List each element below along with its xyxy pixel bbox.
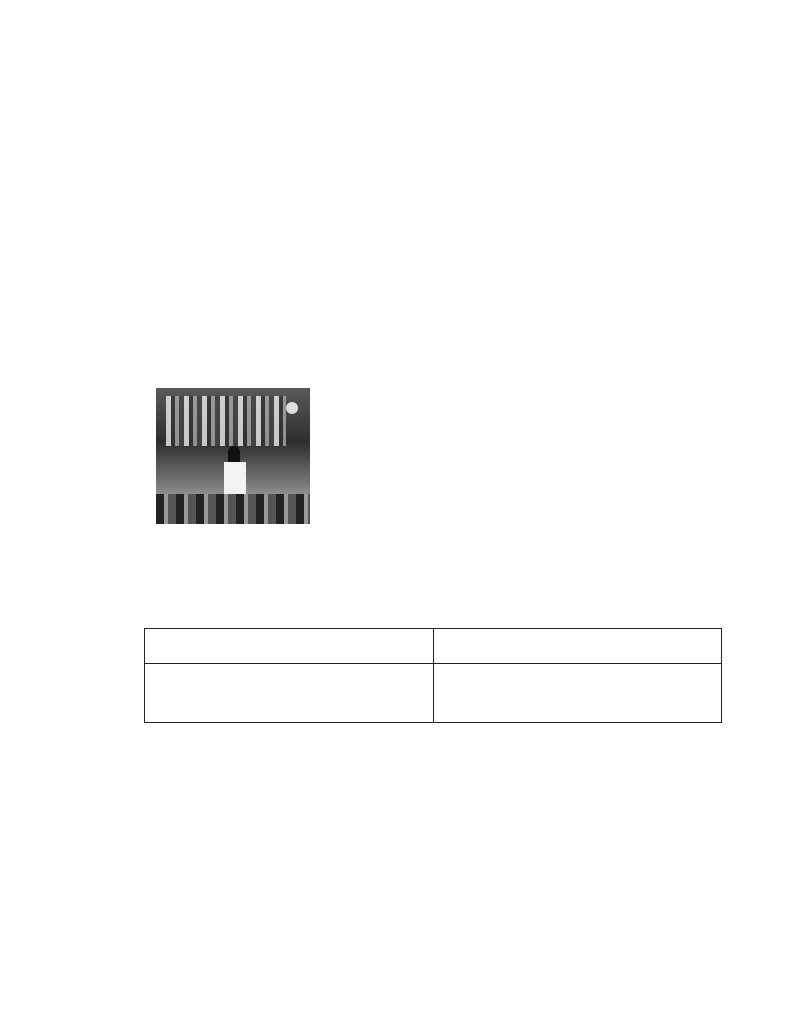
question-stem <box>156 360 722 384</box>
question-stem <box>156 288 722 312</box>
section-heading <box>156 200 722 216</box>
option-c <box>171 845 711 869</box>
option-a <box>171 725 401 749</box>
option-a <box>171 312 401 336</box>
option-d <box>401 578 731 602</box>
question-3 <box>156 360 722 602</box>
option-b <box>401 554 731 578</box>
question-4 <box>156 602 722 773</box>
conference-photo <box>156 388 310 524</box>
option-a <box>171 797 711 821</box>
option-d <box>171 869 711 893</box>
photo-caption <box>156 532 722 554</box>
option-c <box>171 749 401 773</box>
content <box>156 200 722 893</box>
question-5 <box>156 773 722 893</box>
option-a <box>171 554 401 578</box>
flags-row <box>166 396 286 446</box>
option-b <box>401 725 731 749</box>
option-d <box>401 336 731 360</box>
title-block <box>0 146 794 198</box>
option-c <box>171 336 401 360</box>
table-header-cell <box>145 629 434 664</box>
document-title <box>0 146 794 172</box>
option-b <box>171 821 711 845</box>
question-stem <box>156 216 722 240</box>
options-list <box>156 797 722 893</box>
question-2 <box>156 288 722 360</box>
clock-icon <box>286 402 298 414</box>
watermark-text <box>0 94 794 102</box>
option-a <box>171 240 401 264</box>
comparison-table <box>144 628 722 723</box>
table-cell <box>145 664 434 723</box>
audience <box>156 494 310 524</box>
options-grid <box>156 240 722 288</box>
document-subtitle <box>0 172 794 198</box>
option-c <box>171 264 401 288</box>
question-1 <box>156 216 722 288</box>
question-stem <box>156 773 722 797</box>
option-d <box>401 264 731 288</box>
option-c <box>171 578 401 602</box>
option-b <box>401 312 731 336</box>
option-b <box>401 240 731 264</box>
option-d <box>401 749 731 773</box>
options-grid <box>156 725 722 773</box>
table-cell <box>433 664 722 723</box>
options-grid <box>156 312 722 360</box>
question-stem <box>156 602 722 626</box>
table-header-cell <box>433 629 722 664</box>
options-grid <box>156 554 722 602</box>
table-row <box>145 664 722 723</box>
table-header-row <box>145 629 722 664</box>
